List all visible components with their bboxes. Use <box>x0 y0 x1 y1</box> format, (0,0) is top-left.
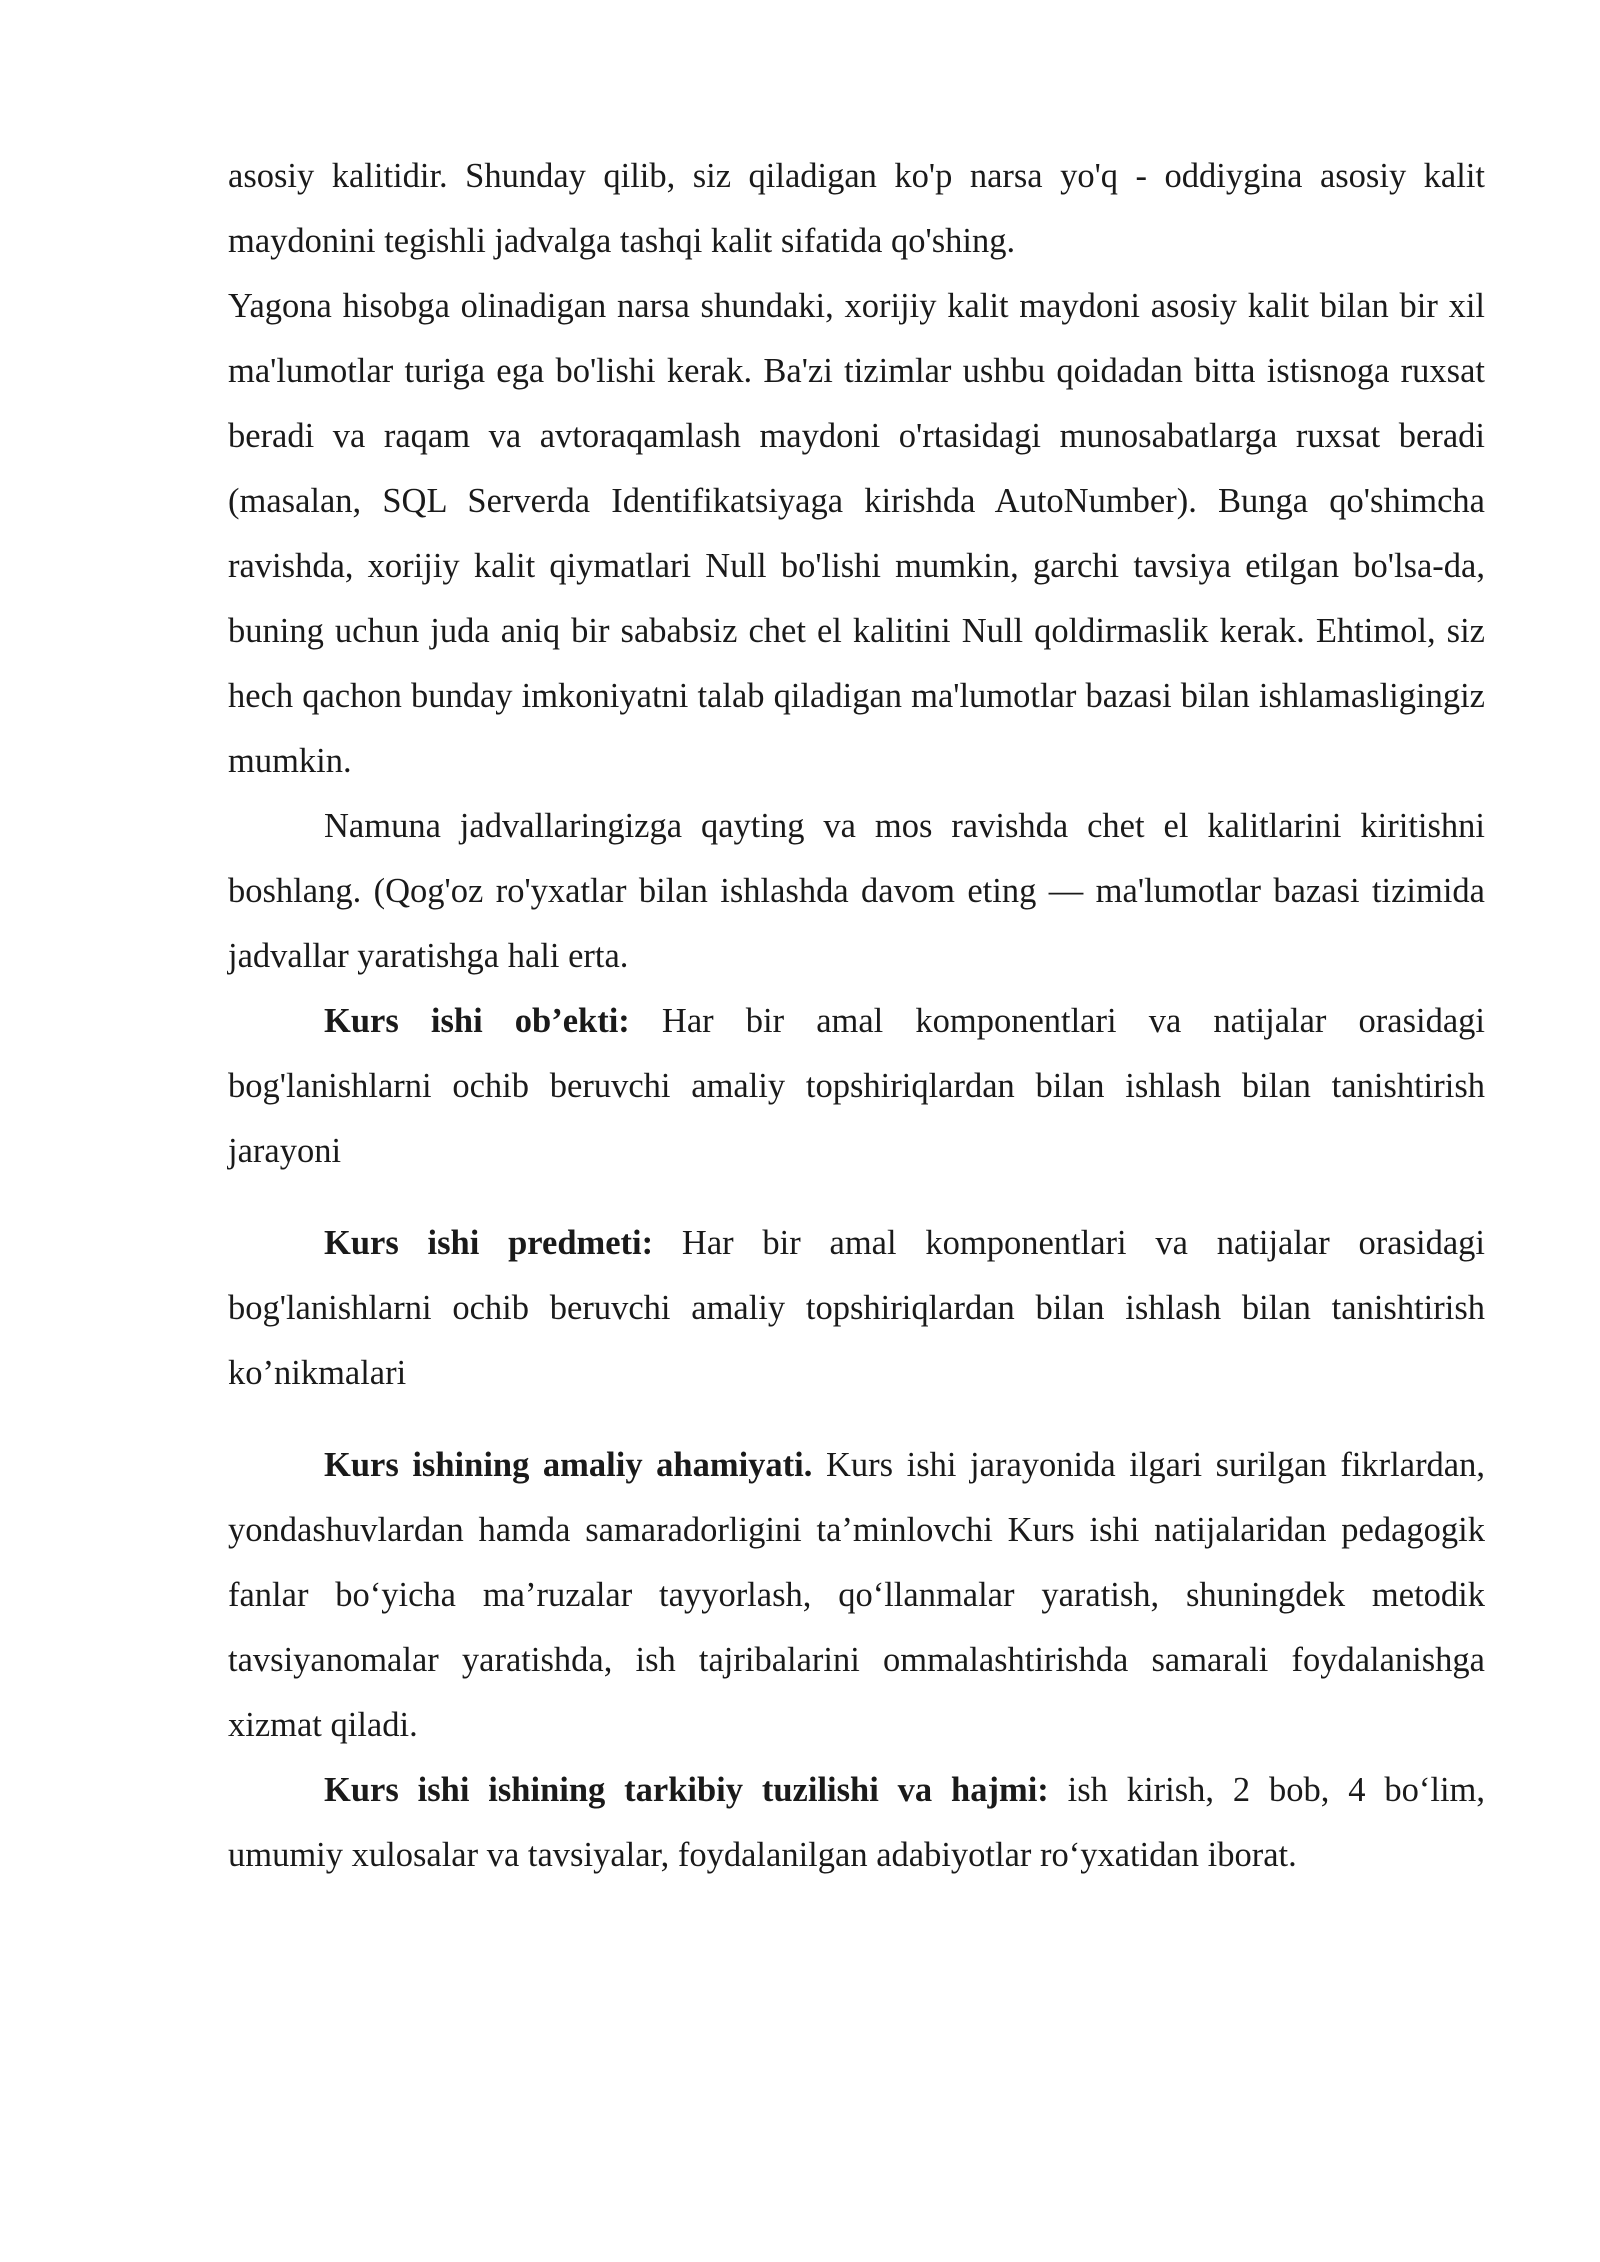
paragraph-sample-tables <box>228 794 1485 989</box>
paragraph-lead: Kurs ishi ob’ekti: <box>324 1002 630 1040</box>
paragraph-lead: Kurs ishi ishining tarkibiy tuzilishi va hajmi: <box>324 1771 1049 1809</box>
paragraph-course-subject <box>228 1211 1485 1406</box>
paragraph-text: ish kirish, 2 bob, 4 bo‘lim, umumiy xulosalar va tavsiyalar, foydalanilgan adabiyotlar ro‘yxatidan iborat. <box>228 1771 1485 1874</box>
paragraph-text: Yagona hisobga olinadigan narsa shundaki, xorijiy kalit maydoni asosiy kalit bilan bir xil ma'lumotlar turiga ega bo'lishi kerak. Ba'zi tizimlar ushbu qoidadan bitta istisnoga ruxsat beradi va raqam va avtoraqamlash maydoni o'rtasidagi munosabatlarga ruxsat beradi (masalan, SQL Serverda Identifikatsiyaga kirishda AutoNumber). Bunga qo'shimcha ravishda, xorijiy kalit qiymatlari Null bo'lishi mumkin, garchi tavsiya etilgan bo'lsa-da, buning uchun juda aniq bir sababsiz chet el kalitini Null qoldirmaslik kerak. Ehtimol, siz hech qachon bunday imkoniyatni talab qiladigan ma'lumotlar bazasi bilan ishlamasligingiz mumkin. <box>228 287 1485 780</box>
paragraph-practical-importance <box>228 1433 1485 1758</box>
paragraph-text: Har bir amal komponentlari va natijalar orasidagi bog'lanishlarni ochib beruvchi amaliy topshiriqlardan bilan ishlash bilan tanishtirish jarayoni <box>228 1002 1485 1170</box>
paragraph-course-object <box>228 989 1485 1184</box>
paragraph-text: Namuna jadvallaringizga qayting va mos ravishda chet el kalitlarini kiritishni boshlang. (Qog'oz ro'yxatlar bilan ishlashda davom eting — ma'lumotlar bazasi tizimida jadvallar yaratishga hali erta. <box>228 807 1485 975</box>
paragraph-lead: Kurs ishining amaliy ahamiyati. <box>324 1446 813 1484</box>
paragraph-structure-volume <box>228 1758 1485 1888</box>
paragraph-text: asosiy kalitidir. Shunday qilib, siz qiladigan ko'p narsa yo'q - oddiygina asosiy kalit maydonini tegishli jadvalga tashqi kalit sifatida qo'shing. <box>228 157 1485 260</box>
paragraph-primary-key-intro <box>228 144 1485 274</box>
paragraph-lead: Kurs ishi predmeti: <box>324 1224 654 1262</box>
paragraph-text: Har bir amal komponentlari va natijalar orasidagi bog'lanishlarni ochib beruvchi amaliy topshiriqlardan bilan ishlash bilan tanishtirish ko’nikmalari <box>228 1224 1485 1392</box>
paragraph-text: Kurs ishi jarayonida ilgari surilgan fikrlardan, yondashuvlardan hamda samaradorligini ta’minlovchi Kurs ishi natijalaridan pedagogik fanlar bo‘yicha ma’ruzalar tayyorlash, qo‘llanmalar yaratish, shuningdek metodik tavsiyanomalar yaratishda, ish tajribalarini ommalashtirishda samarali foydalanishga xizmat qiladi. <box>228 1446 1485 1744</box>
document-page <box>228 144 1485 1888</box>
paragraph-foreign-key-types <box>228 274 1485 794</box>
